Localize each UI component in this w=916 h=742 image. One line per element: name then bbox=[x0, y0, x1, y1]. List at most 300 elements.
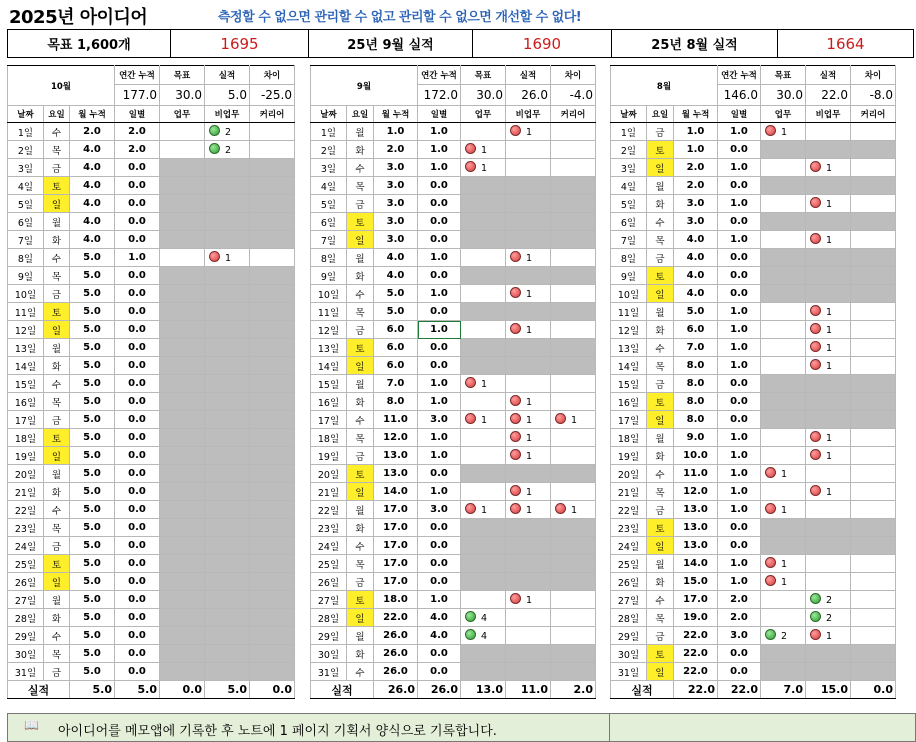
career-cell[interactable] bbox=[851, 519, 896, 537]
career-cell[interactable] bbox=[551, 267, 596, 285]
date-cell[interactable]: 8일 bbox=[311, 249, 347, 267]
monthly-cell[interactable]: 5.0 bbox=[70, 537, 115, 555]
weekday-cell[interactable]: 토 bbox=[647, 645, 674, 663]
weekday-cell[interactable]: 금 bbox=[647, 627, 674, 645]
career-cell[interactable] bbox=[851, 123, 896, 141]
career-cell[interactable] bbox=[551, 645, 596, 663]
career-cell[interactable] bbox=[551, 663, 596, 681]
date-cell[interactable]: 3일 bbox=[611, 159, 647, 177]
daily-cell[interactable]: 1.0 bbox=[718, 321, 761, 339]
weekday-cell[interactable]: 토 bbox=[347, 339, 374, 357]
sep-results-label[interactable]: 25년 9월 실적 bbox=[309, 30, 473, 58]
monthly-cell[interactable]: 5.0 bbox=[70, 285, 115, 303]
monthly-cell[interactable]: 5.0 bbox=[70, 375, 115, 393]
monthly-cell[interactable]: 5.0 bbox=[70, 609, 115, 627]
career-cell[interactable] bbox=[250, 591, 295, 609]
weekday-cell[interactable]: 목 bbox=[44, 141, 70, 159]
career-cell[interactable] bbox=[551, 159, 596, 177]
work-cell[interactable] bbox=[160, 195, 205, 213]
work-cell[interactable] bbox=[461, 159, 506, 177]
monthly-cell[interactable]: 8.0 bbox=[674, 357, 718, 375]
career-cell[interactable] bbox=[250, 663, 295, 681]
date-cell[interactable]: 26일 bbox=[311, 573, 347, 591]
date-cell[interactable]: 2일 bbox=[311, 141, 347, 159]
career-cell[interactable] bbox=[551, 465, 596, 483]
weekday-cell[interactable]: 토 bbox=[347, 591, 374, 609]
weekday-cell[interactable]: 금 bbox=[44, 537, 70, 555]
career-cell[interactable] bbox=[551, 213, 596, 231]
date-cell[interactable]: 24일 bbox=[611, 537, 647, 555]
monthly-cell[interactable]: 5.0 bbox=[70, 357, 115, 375]
work-cell[interactable] bbox=[160, 177, 205, 195]
date-cell[interactable]: 13일 bbox=[311, 339, 347, 357]
nonwork-cell[interactable] bbox=[506, 321, 551, 339]
nonwork-cell[interactable] bbox=[506, 141, 551, 159]
work-cell[interactable] bbox=[461, 447, 506, 465]
date-cell[interactable]: 17일 bbox=[611, 411, 647, 429]
work-cell[interactable] bbox=[461, 537, 506, 555]
nonwork-cell[interactable] bbox=[806, 411, 851, 429]
work-cell[interactable] bbox=[160, 555, 205, 573]
career-cell[interactable] bbox=[250, 501, 295, 519]
work-cell[interactable] bbox=[160, 501, 205, 519]
work-cell[interactable] bbox=[461, 213, 506, 231]
weekday-cell[interactable]: 화 bbox=[44, 231, 70, 249]
monthly-cell[interactable]: 13.0 bbox=[674, 537, 718, 555]
career-cell[interactable] bbox=[551, 393, 596, 411]
nonwork-cell[interactable] bbox=[806, 483, 851, 501]
daily-cell[interactable]: 1.0 bbox=[418, 321, 461, 339]
weekday-cell[interactable]: 토 bbox=[44, 177, 70, 195]
daily-cell[interactable]: 1.0 bbox=[718, 573, 761, 591]
work-cell[interactable] bbox=[761, 609, 806, 627]
date-cell[interactable]: 25일 bbox=[311, 555, 347, 573]
monthly-cell[interactable]: 11.0 bbox=[674, 465, 718, 483]
career-cell[interactable] bbox=[851, 483, 896, 501]
work-cell[interactable] bbox=[761, 645, 806, 663]
daily-cell[interactable]: 2.0 bbox=[115, 123, 160, 141]
monthly-cell[interactable]: 5.0 bbox=[70, 447, 115, 465]
sep-results-value[interactable]: 1690 bbox=[473, 30, 612, 58]
date-cell[interactable]: 16일 bbox=[311, 393, 347, 411]
nonwork-cell[interactable] bbox=[506, 375, 551, 393]
nonwork-cell[interactable] bbox=[806, 177, 851, 195]
nonwork-cell[interactable] bbox=[806, 231, 851, 249]
weekday-cell[interactable]: 금 bbox=[647, 123, 674, 141]
total-value[interactable]: 15.0 bbox=[806, 681, 851, 699]
nonwork-cell[interactable] bbox=[806, 591, 851, 609]
daily-cell[interactable]: 0.0 bbox=[115, 591, 160, 609]
work-cell[interactable] bbox=[461, 195, 506, 213]
date-cell[interactable]: 10일 bbox=[611, 285, 647, 303]
nonwork-cell[interactable] bbox=[205, 411, 250, 429]
total-value[interactable]: 0.0 bbox=[851, 681, 896, 699]
aug-results-label[interactable]: 25년 8월 실적 bbox=[612, 30, 778, 58]
nonwork-header[interactable]: 비업무 bbox=[205, 106, 250, 123]
daily-cell[interactable]: 1.0 bbox=[418, 141, 461, 159]
career-cell[interactable] bbox=[551, 501, 596, 519]
nonwork-cell[interactable] bbox=[506, 285, 551, 303]
career-cell[interactable] bbox=[250, 465, 295, 483]
career-cell[interactable] bbox=[551, 285, 596, 303]
monthly-cell[interactable]: 3.0 bbox=[674, 213, 718, 231]
date-cell[interactable]: 20일 bbox=[311, 465, 347, 483]
nonwork-cell[interactable] bbox=[205, 609, 250, 627]
daily-cell[interactable]: 0.0 bbox=[718, 645, 761, 663]
total-value[interactable]: 7.0 bbox=[761, 681, 806, 699]
weekday-cell[interactable]: 일 bbox=[647, 663, 674, 681]
daily-cell[interactable]: 1.0 bbox=[418, 429, 461, 447]
nonwork-cell[interactable] bbox=[205, 213, 250, 231]
career-cell[interactable] bbox=[851, 249, 896, 267]
date-cell[interactable]: 24일 bbox=[8, 537, 44, 555]
date-cell[interactable]: 28일 bbox=[8, 609, 44, 627]
date-cell[interactable]: 18일 bbox=[311, 429, 347, 447]
work-cell[interactable] bbox=[160, 663, 205, 681]
career-cell[interactable] bbox=[851, 609, 896, 627]
monthly-cell[interactable]: 4.0 bbox=[674, 267, 718, 285]
work-cell[interactable] bbox=[761, 591, 806, 609]
date-cell[interactable]: 2일 bbox=[611, 141, 647, 159]
nonwork-cell[interactable] bbox=[806, 285, 851, 303]
diff-value[interactable]: -25.0 bbox=[250, 85, 295, 106]
annual-header[interactable]: 연간 누적 bbox=[718, 66, 761, 85]
career-cell[interactable] bbox=[851, 267, 896, 285]
weekday-cell[interactable]: 토 bbox=[647, 393, 674, 411]
monthly-cell[interactable]: 4.0 bbox=[374, 249, 418, 267]
weekday-cell[interactable]: 수 bbox=[347, 663, 374, 681]
monthly-header[interactable]: 월 누적 bbox=[70, 106, 115, 123]
nonwork-cell[interactable] bbox=[506, 411, 551, 429]
work-cell[interactable] bbox=[461, 501, 506, 519]
daily-cell[interactable]: 1.0 bbox=[718, 195, 761, 213]
career-cell[interactable] bbox=[250, 519, 295, 537]
date-cell[interactable]: 14일 bbox=[611, 357, 647, 375]
work-cell[interactable] bbox=[160, 465, 205, 483]
nonwork-cell[interactable] bbox=[806, 627, 851, 645]
weekday-cell[interactable]: 수 bbox=[347, 285, 374, 303]
weekday-cell[interactable]: 일 bbox=[347, 357, 374, 375]
weekday-cell[interactable]: 금 bbox=[347, 447, 374, 465]
nonwork-cell[interactable] bbox=[205, 519, 250, 537]
work-cell[interactable] bbox=[160, 213, 205, 231]
date-cell[interactable]: 24일 bbox=[311, 537, 347, 555]
work-cell[interactable] bbox=[761, 447, 806, 465]
monthly-cell[interactable]: 5.0 bbox=[374, 303, 418, 321]
date-cell[interactable]: 1일 bbox=[8, 123, 44, 141]
career-cell[interactable] bbox=[551, 447, 596, 465]
daily-cell[interactable]: 1.0 bbox=[418, 393, 461, 411]
date-header[interactable]: 날짜 bbox=[611, 106, 647, 123]
date-cell[interactable]: 1일 bbox=[611, 123, 647, 141]
date-cell[interactable]: 15일 bbox=[611, 375, 647, 393]
career-cell[interactable] bbox=[551, 339, 596, 357]
monthly-cell[interactable]: 5.0 bbox=[70, 411, 115, 429]
weekday-cell[interactable]: 월 bbox=[347, 123, 374, 141]
monthly-cell[interactable]: 4.0 bbox=[70, 177, 115, 195]
date-cell[interactable]: 11일 bbox=[311, 303, 347, 321]
career-cell[interactable] bbox=[551, 429, 596, 447]
career-cell[interactable] bbox=[551, 303, 596, 321]
career-cell[interactable] bbox=[551, 627, 596, 645]
date-cell[interactable]: 19일 bbox=[311, 447, 347, 465]
career-cell[interactable] bbox=[551, 195, 596, 213]
weekday-cell[interactable]: 월 bbox=[647, 303, 674, 321]
career-cell[interactable] bbox=[551, 537, 596, 555]
monthly-cell[interactable]: 9.0 bbox=[674, 429, 718, 447]
career-cell[interactable] bbox=[851, 375, 896, 393]
career-cell[interactable] bbox=[851, 159, 896, 177]
career-cell[interactable] bbox=[250, 177, 295, 195]
weekday-cell[interactable]: 월 bbox=[647, 177, 674, 195]
date-header[interactable]: 날짜 bbox=[311, 106, 347, 123]
date-cell[interactable]: 23일 bbox=[611, 519, 647, 537]
date-cell[interactable]: 29일 bbox=[8, 627, 44, 645]
nonwork-cell[interactable] bbox=[506, 195, 551, 213]
nonwork-cell[interactable] bbox=[806, 195, 851, 213]
daily-cell[interactable]: 1.0 bbox=[718, 501, 761, 519]
career-cell[interactable] bbox=[250, 357, 295, 375]
weekday-cell[interactable]: 목 bbox=[347, 555, 374, 573]
total-value[interactable]: 0.0 bbox=[160, 681, 205, 699]
goal-header[interactable]: 목표 bbox=[761, 66, 806, 85]
monthly-cell[interactable]: 26.0 bbox=[374, 645, 418, 663]
career-cell[interactable] bbox=[250, 285, 295, 303]
date-cell[interactable]: 27일 bbox=[8, 591, 44, 609]
weekday-cell[interactable]: 목 bbox=[44, 645, 70, 663]
daily-cell[interactable]: 1.0 bbox=[718, 357, 761, 375]
nonwork-cell[interactable] bbox=[205, 483, 250, 501]
diff-header[interactable]: 차이 bbox=[250, 66, 295, 85]
monthly-cell[interactable]: 5.0 bbox=[70, 591, 115, 609]
date-cell[interactable]: 7일 bbox=[8, 231, 44, 249]
career-cell[interactable] bbox=[851, 195, 896, 213]
daily-header[interactable]: 일별 bbox=[718, 106, 761, 123]
nonwork-cell[interactable] bbox=[806, 339, 851, 357]
career-cell[interactable] bbox=[551, 141, 596, 159]
career-cell[interactable] bbox=[851, 411, 896, 429]
weekday-cell[interactable]: 일 bbox=[347, 609, 374, 627]
nonwork-cell[interactable] bbox=[806, 141, 851, 159]
monthly-cell[interactable]: 7.0 bbox=[674, 339, 718, 357]
career-cell[interactable] bbox=[250, 447, 295, 465]
daily-cell[interactable]: 1.0 bbox=[718, 231, 761, 249]
nonwork-cell[interactable] bbox=[506, 231, 551, 249]
work-cell[interactable] bbox=[761, 555, 806, 573]
work-cell[interactable] bbox=[160, 141, 205, 159]
weekday-cell[interactable]: 화 bbox=[347, 519, 374, 537]
monthly-cell[interactable]: 10.0 bbox=[674, 447, 718, 465]
goal-value[interactable]: 30.0 bbox=[761, 85, 806, 106]
nonwork-cell[interactable] bbox=[506, 123, 551, 141]
career-cell[interactable] bbox=[250, 645, 295, 663]
total-value[interactable]: 5.0 bbox=[115, 681, 160, 699]
daily-cell[interactable]: 0.0 bbox=[418, 555, 461, 573]
date-cell[interactable]: 27일 bbox=[611, 591, 647, 609]
weekday-cell[interactable]: 토 bbox=[44, 303, 70, 321]
daily-cell[interactable]: 1.0 bbox=[115, 249, 160, 267]
nonwork-cell[interactable] bbox=[806, 213, 851, 231]
date-cell[interactable]: 10일 bbox=[311, 285, 347, 303]
work-cell[interactable] bbox=[160, 573, 205, 591]
weekday-cell[interactable]: 목 bbox=[647, 357, 674, 375]
monthly-cell[interactable]: 4.0 bbox=[70, 159, 115, 177]
monthly-cell[interactable]: 5.0 bbox=[674, 303, 718, 321]
weekday-cell[interactable]: 토 bbox=[44, 555, 70, 573]
monthly-cell[interactable]: 5.0 bbox=[70, 249, 115, 267]
work-cell[interactable] bbox=[461, 483, 506, 501]
career-header[interactable]: 커리어 bbox=[851, 106, 896, 123]
date-cell[interactable]: 12일 bbox=[8, 321, 44, 339]
work-cell[interactable] bbox=[761, 501, 806, 519]
daily-cell[interactable]: 1.0 bbox=[418, 249, 461, 267]
work-cell[interactable] bbox=[461, 609, 506, 627]
nonwork-cell[interactable] bbox=[205, 645, 250, 663]
daily-cell[interactable]: 0.0 bbox=[115, 159, 160, 177]
daily-cell[interactable]: 0.0 bbox=[115, 501, 160, 519]
daily-cell[interactable]: 0.0 bbox=[115, 573, 160, 591]
career-cell[interactable] bbox=[250, 213, 295, 231]
work-cell[interactable] bbox=[761, 375, 806, 393]
work-cell[interactable] bbox=[461, 663, 506, 681]
career-cell[interactable] bbox=[851, 537, 896, 555]
weekday-cell[interactable]: 수 bbox=[44, 123, 70, 141]
weekday-cell[interactable]: 목 bbox=[647, 483, 674, 501]
date-cell[interactable]: 29일 bbox=[311, 627, 347, 645]
daily-cell[interactable]: 0.0 bbox=[718, 213, 761, 231]
work-cell[interactable] bbox=[461, 411, 506, 429]
work-cell[interactable] bbox=[160, 267, 205, 285]
daily-cell[interactable]: 2.0 bbox=[115, 141, 160, 159]
date-cell[interactable]: 19일 bbox=[8, 447, 44, 465]
monthly-cell[interactable]: 3.0 bbox=[374, 231, 418, 249]
nonwork-cell[interactable] bbox=[806, 519, 851, 537]
weekday-cell[interactable]: 월 bbox=[347, 249, 374, 267]
daily-cell[interactable]: 1.0 bbox=[718, 447, 761, 465]
nonwork-header[interactable]: 비업무 bbox=[506, 106, 551, 123]
career-cell[interactable] bbox=[250, 303, 295, 321]
total-value[interactable]: 11.0 bbox=[506, 681, 551, 699]
daily-cell[interactable]: 0.0 bbox=[418, 195, 461, 213]
nonwork-cell[interactable] bbox=[205, 159, 250, 177]
nonwork-cell[interactable] bbox=[205, 537, 250, 555]
monthly-cell[interactable]: 11.0 bbox=[374, 411, 418, 429]
career-cell[interactable] bbox=[551, 555, 596, 573]
career-cell[interactable] bbox=[250, 573, 295, 591]
monthly-cell[interactable]: 14.0 bbox=[374, 483, 418, 501]
career-cell[interactable] bbox=[250, 627, 295, 645]
career-cell[interactable] bbox=[551, 249, 596, 267]
daily-cell[interactable]: 4.0 bbox=[418, 609, 461, 627]
work-cell[interactable] bbox=[761, 321, 806, 339]
work-cell[interactable] bbox=[761, 123, 806, 141]
date-cell[interactable]: 5일 bbox=[8, 195, 44, 213]
daily-cell[interactable]: 0.0 bbox=[115, 555, 160, 573]
daily-cell[interactable]: 0.0 bbox=[115, 267, 160, 285]
actual-value[interactable]: 26.0 bbox=[506, 85, 551, 106]
monthly-cell[interactable]: 12.0 bbox=[374, 429, 418, 447]
monthly-cell[interactable]: 5.0 bbox=[70, 465, 115, 483]
weekday-cell[interactable]: 금 bbox=[347, 573, 374, 591]
work-cell[interactable] bbox=[160, 357, 205, 375]
monthly-cell[interactable]: 13.0 bbox=[674, 519, 718, 537]
monthly-cell[interactable]: 17.0 bbox=[374, 573, 418, 591]
work-cell[interactable] bbox=[160, 303, 205, 321]
weekday-cell[interactable]: 일 bbox=[647, 159, 674, 177]
nonwork-cell[interactable] bbox=[806, 321, 851, 339]
total-label[interactable]: 실적 bbox=[8, 681, 70, 699]
monthly-cell[interactable]: 22.0 bbox=[374, 609, 418, 627]
daily-cell[interactable]: 0.0 bbox=[115, 231, 160, 249]
nonwork-cell[interactable] bbox=[806, 159, 851, 177]
monthly-cell[interactable]: 4.0 bbox=[674, 285, 718, 303]
work-cell[interactable] bbox=[761, 303, 806, 321]
weekday-cell[interactable]: 일 bbox=[647, 411, 674, 429]
date-cell[interactable]: 13일 bbox=[8, 339, 44, 357]
career-cell[interactable] bbox=[851, 303, 896, 321]
date-cell[interactable]: 22일 bbox=[611, 501, 647, 519]
nonwork-cell[interactable] bbox=[806, 303, 851, 321]
dow-header[interactable]: 요일 bbox=[347, 106, 374, 123]
daily-cell[interactable]: 0.0 bbox=[115, 645, 160, 663]
date-cell[interactable]: 14일 bbox=[311, 357, 347, 375]
daily-cell[interactable]: 1.0 bbox=[418, 159, 461, 177]
nonwork-cell[interactable] bbox=[205, 195, 250, 213]
monthly-cell[interactable]: 2.0 bbox=[674, 159, 718, 177]
date-cell[interactable]: 26일 bbox=[8, 573, 44, 591]
date-cell[interactable]: 30일 bbox=[311, 645, 347, 663]
work-cell[interactable] bbox=[160, 159, 205, 177]
nonwork-cell[interactable] bbox=[205, 321, 250, 339]
career-cell[interactable] bbox=[250, 537, 295, 555]
current-total[interactable]: 1695 bbox=[171, 30, 309, 58]
weekday-cell[interactable]: 화 bbox=[347, 267, 374, 285]
date-cell[interactable]: 4일 bbox=[311, 177, 347, 195]
work-cell[interactable] bbox=[761, 483, 806, 501]
monthly-cell[interactable]: 5.0 bbox=[70, 555, 115, 573]
nonwork-cell[interactable] bbox=[506, 555, 551, 573]
nonwork-cell[interactable] bbox=[205, 555, 250, 573]
annual-header[interactable]: 연간 누적 bbox=[418, 66, 461, 85]
weekday-cell[interactable]: 화 bbox=[647, 573, 674, 591]
nonwork-cell[interactable] bbox=[806, 357, 851, 375]
weekday-cell[interactable]: 수 bbox=[347, 159, 374, 177]
monthly-cell[interactable]: 4.0 bbox=[70, 213, 115, 231]
career-cell[interactable] bbox=[250, 141, 295, 159]
date-cell[interactable]: 31일 bbox=[8, 663, 44, 681]
total-value[interactable]: 26.0 bbox=[374, 681, 418, 699]
work-header[interactable]: 업무 bbox=[160, 106, 205, 123]
weekday-cell[interactable]: 토 bbox=[44, 429, 70, 447]
career-cell[interactable] bbox=[851, 663, 896, 681]
weekday-cell[interactable]: 화 bbox=[44, 357, 70, 375]
work-cell[interactable] bbox=[461, 249, 506, 267]
date-cell[interactable]: 19일 bbox=[611, 447, 647, 465]
daily-cell[interactable]: 0.0 bbox=[418, 339, 461, 357]
daily-cell[interactable]: 0.0 bbox=[418, 573, 461, 591]
work-cell[interactable] bbox=[761, 429, 806, 447]
work-cell[interactable] bbox=[461, 177, 506, 195]
weekday-cell[interactable]: 화 bbox=[44, 609, 70, 627]
career-cell[interactable] bbox=[851, 177, 896, 195]
career-cell[interactable] bbox=[851, 213, 896, 231]
monthly-cell[interactable]: 3.0 bbox=[674, 195, 718, 213]
weekday-cell[interactable]: 목 bbox=[44, 393, 70, 411]
daily-cell[interactable]: 0.0 bbox=[718, 393, 761, 411]
monthly-cell[interactable]: 17.0 bbox=[374, 537, 418, 555]
nonwork-cell[interactable] bbox=[506, 267, 551, 285]
work-cell[interactable] bbox=[461, 591, 506, 609]
